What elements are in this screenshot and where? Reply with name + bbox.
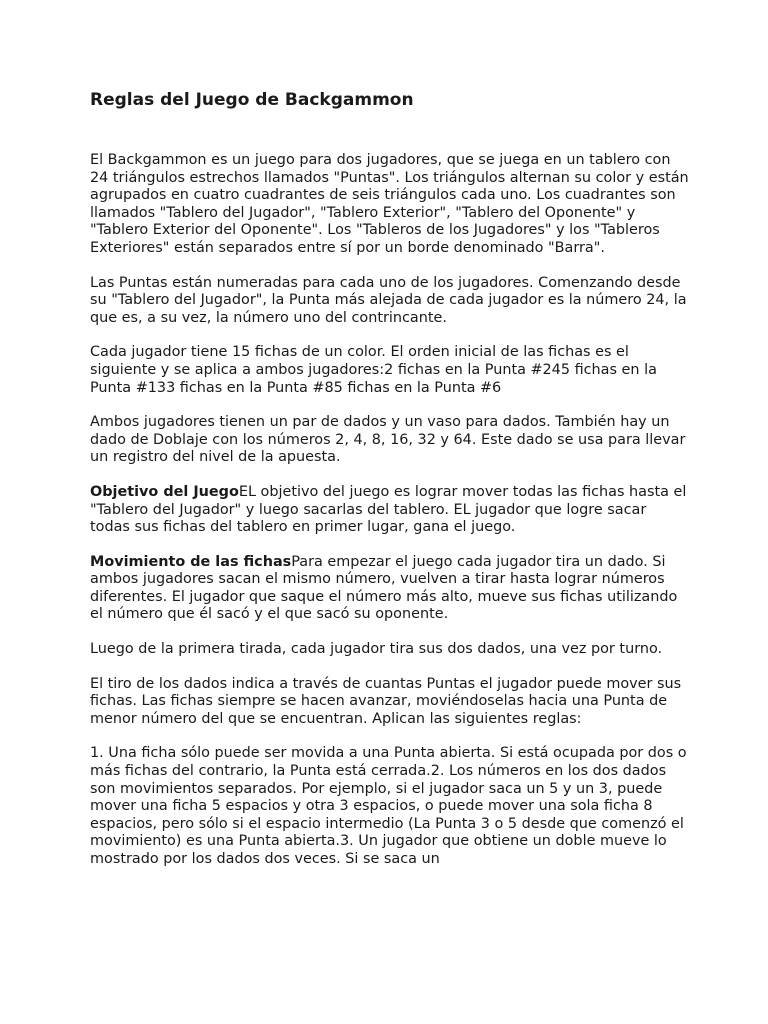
page-title: Reglas del Juego de Backgammon (90, 90, 414, 110)
paragraph-intro (90, 152, 690, 258)
paragraph-text: Para empezar el juego cada jugador tira un dado. Si ambos jugadores sacan el mismo número, vuelven a tirar hasta lograr números diferentes. El jugador que saque el número más alto, mueve sus fichas utilizando el número que él sacó y el que sacó su oponente. (90, 553, 678, 623)
paragraph-fichas (90, 344, 690, 397)
paragraph-puntas (90, 275, 690, 328)
section-heading: Movimiento de las fichas (90, 553, 292, 570)
paragraph-text: El Backgammon es un juego para dos jugadores, que se juega en un tablero con 24 triángulos estrechos llamados "Puntas". Los triángulos alternan su color y están agrupados en cuatro cuadrantes de seis triángulos cada uno. Los cuadrantes son llamados "Tablero del Jugador", "Tablero Exterior", "Tablero del Oponente" y "Tablero Exterior del Oponente". Los "Tableros de los Jugadores" y los "Tableros Exteriores" están separados entre sí por un borde denominado "Barra". (90, 152, 689, 256)
section-heading: Objetivo del Juego (90, 483, 239, 500)
paragraph-movimiento (90, 554, 690, 624)
paragraph-turno (90, 641, 690, 659)
paragraph-text: Las Puntas están numeradas para cada uno de los jugadores. Comenzando desde su "Tablero del Jugador", la Punta más alejada de cada jugador es la número 24, la que es, a su vez, la número uno del contrincante. (90, 274, 687, 326)
paragraph-text: Luego de la primera tirada, cada jugador tira sus dos dados, una vez por turno. (90, 641, 663, 658)
paragraph-objetivo (90, 484, 690, 537)
document-page (90, 88, 690, 886)
paragraph-text: Ambos jugadores tienen un par de dados y un vaso para dados. También hay un dado de Doblaje con los números 2, 4, 8, 16, 32 y 64. Este dado se usa para llevar un registro del nivel de la apuesta. (90, 414, 686, 466)
paragraph-text: El tiro de los dados indica a través de cuantas Puntas el jugador puede mover sus fichas. Las fichas siempre se hacen avanzar, moviéndoselas hacia una Punta de menor número del que se encuentran. Aplican las siguientes reglas: (90, 675, 682, 727)
paragraph-dados (90, 414, 690, 467)
paragraph-tiro (90, 676, 690, 729)
paragraph-text: EL objetivo del juego es lograr mover todas las fichas hasta el "Tablero del Jugador" y luego sacarlas del tablero. EL jugador que logre sacar todas sus fichas del tablero en primer lugar, gana el juego. (90, 483, 687, 536)
paragraph-text: 1. Una ficha sólo puede ser movida a una Punta abierta. Si está ocupada por dos o más fichas del contrario, la Punta está cerrada.2. Los números en los dos dados son movimientos separados. Por ejemplo, si el jugador saca un 5 y un 3, puede mover una ficha 5 espacios y otra 3 espacios, o puede mover una sola ficha 8 espacios, pero sólo si el espacio intermedio (La Punta 3 o 5 desde que comenzó el movimiento) es una Punta abierta.3. Un jugador que obtiene un doble mueve lo mostrado por los dados dos veces. Si se saca un (90, 745, 687, 867)
paragraph-text: Cada jugador tiene 15 fichas de un color. El orden inicial de las fichas es el siguiente y se aplica a ambos jugadores:2 fichas en la Punta #245 fichas en la Punta #133 fichas en la Punta #85 fichas en la Punta #6 (90, 344, 657, 396)
paragraph-reglas (90, 745, 690, 868)
